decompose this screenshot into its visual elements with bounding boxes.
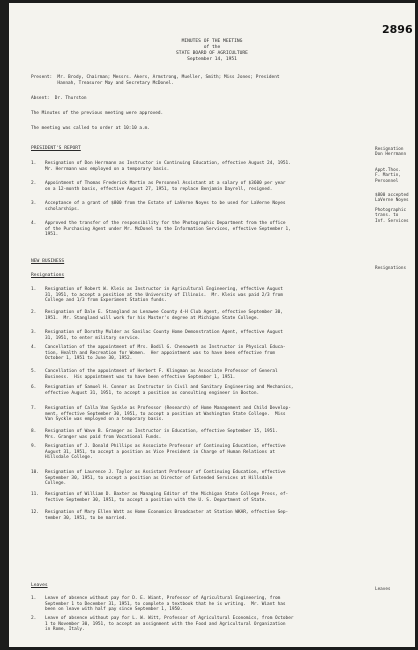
leave-item-text: been on leave with half pay since September 1, 1950. xyxy=(45,607,183,613)
resignation-item-text: 31, 1951, to enter military service. xyxy=(45,335,141,341)
resignation-item-text: 1951. Mr. Stangland will work for his Master's degree at Michigan State College. xyxy=(45,315,260,321)
president-item xyxy=(31,161,367,172)
resignation-item-text: Resignation of J. Donald Phillips as Associate Professor of Continuing Education, effective xyxy=(45,444,286,449)
leave-item-number: 1. xyxy=(31,596,37,601)
resignation-item xyxy=(31,330,367,341)
resignation-item-text: Resignation of Dale E. Stangland as Lenawee County 4-H Club Agent, effective September 30, xyxy=(45,310,283,315)
president-item-text: scholarships. xyxy=(45,206,80,212)
president-item-number: 4. xyxy=(31,221,37,226)
resignation-item-number: 7. xyxy=(31,406,37,411)
subsection-leaves: Leaves xyxy=(31,583,48,588)
resignation-item-text: fective September 30, 1951, to accept a position with the U. S. Department of State. xyxy=(45,497,268,503)
president-item xyxy=(31,201,367,212)
resignation-item-number: 3. xyxy=(31,330,37,335)
resignation-item-text: Resignation of William D. Baxter as Managing Editor of the Michigan State College Press, ef- xyxy=(45,492,289,497)
resignation-item-text: Cancellation of the appointment of Herbert F. Klingman as Associate Professor of General xyxy=(45,369,278,374)
resignation-item xyxy=(31,492,367,503)
leave-item-text: Leave of absence without pay for L. W. Witt, Professor of Agricultural Economics, from October xyxy=(45,616,294,621)
section-president-report: PRESIDENT'S REPORT xyxy=(31,146,81,151)
title-line-1: MINUTES OF THE MEETING xyxy=(181,39,243,44)
resignation-item-number: 1. xyxy=(31,287,37,292)
resignation-item-text: Resignation of Robert W. Kleis as Instructor in Agricultural Engineering, effective August xyxy=(45,287,283,292)
resignation-item-number: 9. xyxy=(31,444,37,449)
resignation-item-text: Resignation of Calla Van Syckle as Professor (Research) of Home Management and Child Develop- xyxy=(45,406,291,411)
leave-item xyxy=(31,596,367,613)
side-note: Appt.Thos. F. Martin, Personnel xyxy=(375,168,401,184)
resignation-item-text: Resignation of Mary Ellen Watt as Home Economics Broadcaster at Station WKAR, effective Sep- xyxy=(45,510,289,515)
resignation-item-text: 31, 1951, to accept a position at the University of Illinois. Mr. Kleis was paid 2/3 from xyxy=(45,292,283,298)
title-line-2: of the xyxy=(203,45,221,50)
resignation-item-number: 6. xyxy=(31,385,37,390)
resignation-item-number: 11. xyxy=(31,492,39,497)
resignation-item-text: tion, Health and Recreation for Women. Her appointment was to have been effective from xyxy=(45,350,275,356)
resignation-item-text: ment, effective September 30, 1951, to accept a position at Washington State College. Miss xyxy=(45,411,286,417)
side-note: $800 accepted LaVerne Noyes xyxy=(375,193,409,204)
side-note-leaves: Leaves xyxy=(375,587,391,592)
resignation-item-text: Cancellation of the appointment of Mrs. Bodil G. Chenoweth as Instructor in Physical Educa- xyxy=(45,345,286,350)
minutes-approved: The Minutes of the previous meeting were approved. xyxy=(31,111,164,116)
resignation-item-number: 8. xyxy=(31,429,37,434)
resignation-item xyxy=(31,429,367,440)
president-item-text: Mr. Herrmann was employed on a temporary basis. xyxy=(45,166,170,172)
leave-item-text: September 1 to December 31, 1951, to complete a textbook that he is writing. Mr. Wiant has xyxy=(45,601,286,607)
resignation-item-text: College. xyxy=(45,481,67,487)
resignation-item xyxy=(31,345,367,362)
president-item-text: 1951. xyxy=(45,232,59,238)
resignation-item-text: Resignation of Wave B. Granger as Instructor in Education, effective September 15, 1951. xyxy=(45,429,278,434)
resignation-item-text: Resignation of Dorothy Mulder as Sanilac County Home Demonstration Agent, effective August xyxy=(45,330,283,335)
resignation-item xyxy=(31,444,367,461)
leave-item-text: Leave of absence without pay for D. E. Wiant, Professor of Agricultural Engineering, from xyxy=(45,596,281,601)
president-item-number: 1. xyxy=(31,161,37,166)
present-line-1: Present: Mr. Brody, Chairman; Messrs. Akers, Armstrong, Mueller, Smith; Miss Jones; President xyxy=(31,75,280,80)
president-item-text: Approved the transfer of the responsibility for the Photographic Department from the office xyxy=(45,221,286,226)
president-item-number: 3. xyxy=(31,201,37,206)
resignation-item xyxy=(31,510,367,521)
resignation-item-text: September 30, 1951, to accept a position as Director of Extended Services at Hillsdale xyxy=(45,475,273,481)
document-page xyxy=(9,3,415,647)
title-line-4: September 14, 1951 xyxy=(187,57,237,62)
side-note: Photographic trans. to Inf. Services xyxy=(375,208,409,224)
resignation-item-number: 4. xyxy=(31,345,37,350)
title-line-3: STATE BOARD OF AGRICULTURE xyxy=(176,51,248,56)
resignation-item xyxy=(31,287,367,304)
president-item-text: Appointment of Thomas Frederick Martin as Personnel Assistant at a salary of $3600 per year xyxy=(45,181,286,186)
leave-item-number: 2. xyxy=(31,616,37,621)
resignation-item-text: tember 30, 1951, to be married. xyxy=(45,515,127,521)
resignation-item-number: 10. xyxy=(31,470,39,475)
resignation-item-text: Resignation of Samuel H. Connor as Instructor in Civil and Sanitary Engineering and Mechanics, xyxy=(45,385,294,390)
page-number: 2896 xyxy=(382,23,413,36)
resignation-item-text: August 31, 1951, to accept a position as Vice President in Charge of Human Relations at xyxy=(45,449,275,455)
resignation-item xyxy=(31,310,367,321)
present-line-2: Hannah, Treasurer May and Secretary McDonel. xyxy=(31,81,174,86)
resignation-item xyxy=(31,385,367,396)
president-item-text: Resignation of Don Herrmann as Instructor in Continuing Education, effective August 24, 1951. xyxy=(45,161,291,166)
president-item-number: 2. xyxy=(31,181,37,186)
resignation-item-number: 2. xyxy=(31,310,37,315)
resignation-item-text: College and 1/3 from Experiment Station funds. xyxy=(45,298,167,304)
resignation-item-text: Hillsdale College. xyxy=(45,455,93,461)
resignation-item-number: 12. xyxy=(31,510,39,515)
section-new-business: NEW BUSINESS xyxy=(31,259,65,264)
resignation-item xyxy=(31,369,367,380)
resignation-item-text: Business. His appointment was to have been effective September 1, 1951. xyxy=(45,374,236,380)
resignation-item xyxy=(31,470,367,487)
president-item xyxy=(31,181,367,192)
absent-line: Absent: Dr. Thurston xyxy=(31,96,87,101)
resignation-item-number: 5. xyxy=(31,369,37,374)
president-item-text: Acceptance of a grant of $800 from the Estate of LaVerne Noyes to be used for LaVerne Noyes xyxy=(45,201,286,206)
side-note: Resignation Don Herrmann xyxy=(375,147,407,158)
leave-item xyxy=(31,616,367,633)
president-item-text: on a 12-month basis, effective August 27, 1951, to replace Benjamin Dayrell, resigned. xyxy=(45,186,273,192)
side-note-resignations: Resignations xyxy=(375,266,407,271)
leave-item-text: in Rome, Italy. xyxy=(45,627,85,633)
resignation-item-text: Mrs. Granger was paid from Vocational Funds. xyxy=(45,434,162,440)
resignation-item-text: October 1, 1951 to June 30, 1952. xyxy=(45,356,133,362)
president-item xyxy=(31,221,367,238)
resignation-item-text: effective August 31, 1951, to accept a position as consulting engineer in Boston. xyxy=(45,390,260,396)
resignation-item xyxy=(31,406,367,423)
leave-item-text: 1 to November 30, 1951, to accept an assignment with the Food and Agricultural Organization xyxy=(45,621,286,627)
subsection-resignations: Resignations xyxy=(31,273,65,278)
president-item-text: of the Purchasing Agent under Mr. McDonel to the Information Services, effective September 1, xyxy=(45,226,291,232)
resignation-item-text: Resignation of Laurence J. Taylor as Assistant Professor of Continuing Education, effective xyxy=(45,470,286,475)
resignation-item-text: Van Syckle was employed on a temporary basis. xyxy=(45,417,164,423)
called-to-order: The meeting was called to order at 10:10 a.m. xyxy=(31,126,150,131)
